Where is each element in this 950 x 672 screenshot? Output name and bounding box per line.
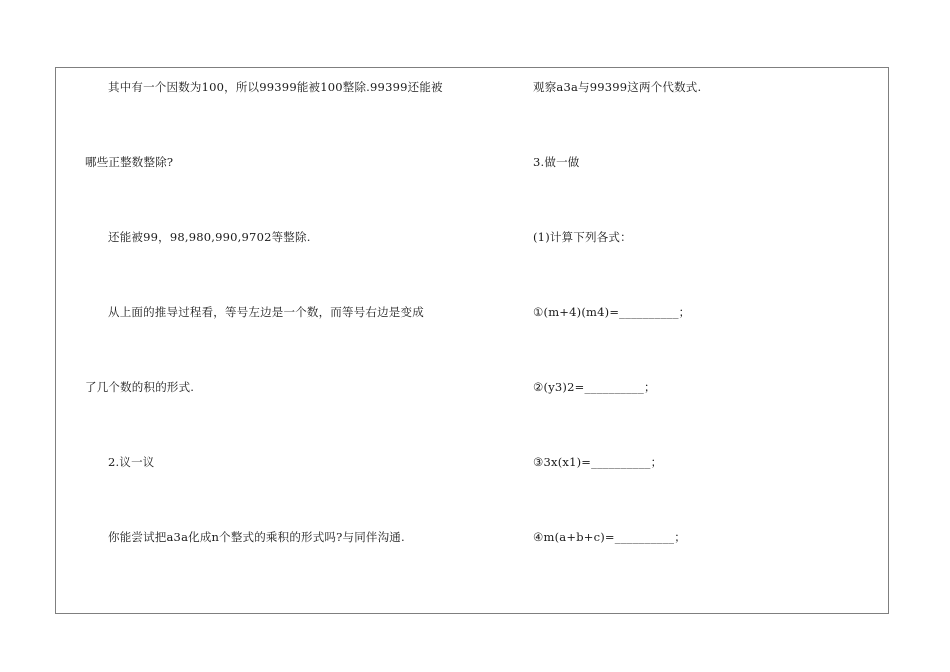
left-line-2: 哪些正整数整除?: [85, 155, 174, 169]
section-heading-do: 3.做一做: [533, 155, 580, 169]
right-line-1: 观察a3a与99399这两个代数式.: [533, 80, 702, 94]
left-line-1: 其中有一个因数为100，所以99399能被100整除.99399还能被: [108, 80, 443, 94]
left-line-3: 还能被99，98,980,990,9702等整除.: [108, 230, 311, 244]
left-line-4: 从上面的推导过程看，等号左边是一个数，而等号右边是变成: [108, 305, 424, 319]
left-line-5: 了几个数的积的形式.: [85, 380, 195, 394]
exercise-3: ③3x(x1)=__________；: [533, 455, 663, 469]
exercise-2: ②(y3)2=__________；: [533, 380, 656, 394]
right-line-3: (1)计算下列各式：: [533, 230, 632, 244]
left-line-7: 你能尝试把a3a化成n个整式的乘积的形式吗?与同伴沟通.: [108, 530, 405, 544]
exercise-1: ①(m+4)(m4)=__________；: [533, 305, 691, 319]
exercise-4: ④m(a+b+c)=__________；: [533, 530, 686, 544]
section-heading-discuss: 2.议一议: [108, 455, 155, 469]
